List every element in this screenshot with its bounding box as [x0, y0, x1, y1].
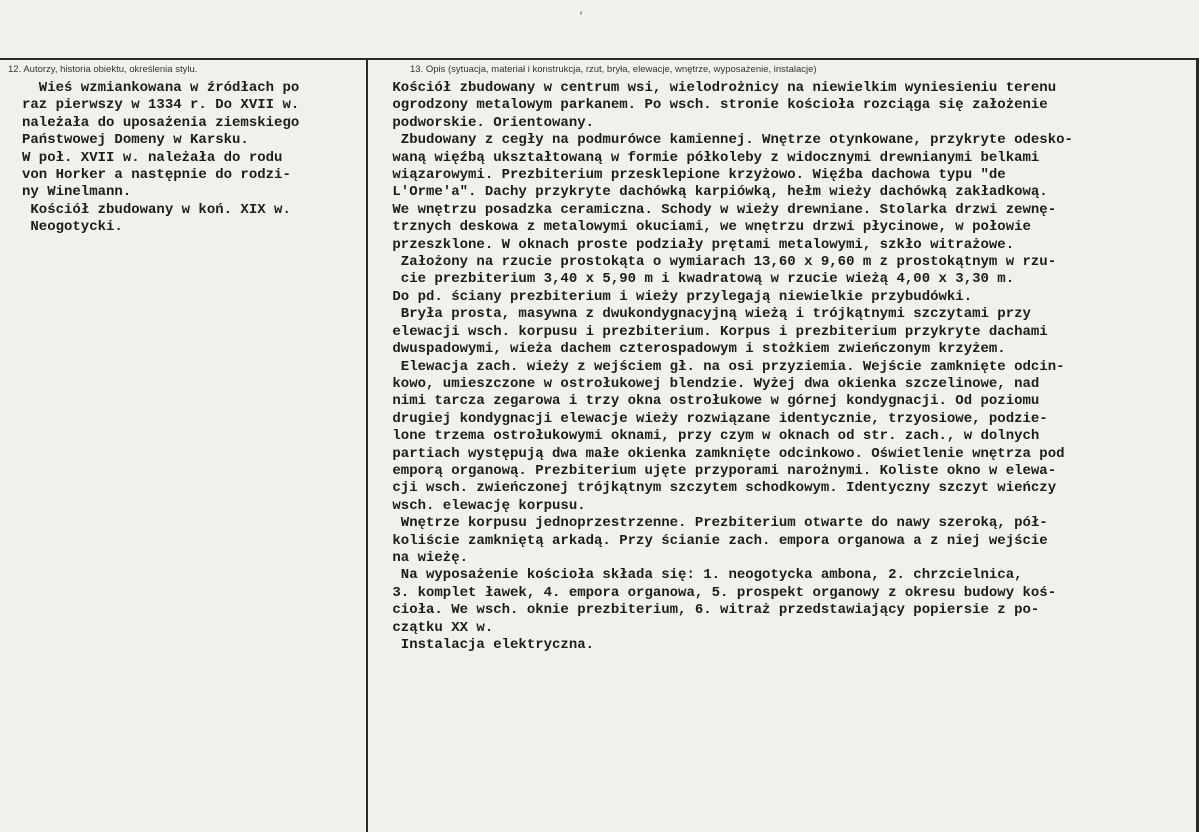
text-line: Elewacja zach. wieży z wejściem gł. na osi przyziemia. Wejście zamknięte odcin- [384, 358, 1065, 375]
text-line: waną więźbą ukształtowaną w formie półkoleby z widocznymi drewnianymi belkami [384, 149, 1040, 166]
text-line: cie prezbiterium 3,40 x 5,90 m i kwadratową w rzucie wieżą 4,00 x 3,30 m. [384, 271, 1015, 288]
text-line: Wnętrze korpusu jednoprzestrzenne. Prezbiterium otwarte do nawy szeroką, pół- [384, 515, 1048, 532]
text-line: cji wsch. zwieńczonej trójkątnym szczytem schodkowym. Identyczny szczyt wieńczy [384, 480, 1057, 497]
text-line: Zbudowany z cegły na podmurówce kamiennej. Wnętrze otynkowane, przykryte odesko- [384, 132, 1073, 149]
text-line: partiach występują dwa małe okienka zamknięte odcinkowo. Oświetlenie wnętrza pod [384, 445, 1065, 462]
text-line: von Horker a następnie do rodzi- [22, 167, 291, 184]
text-line: koliście zamkniętą arkadą. Przy ścianie zach. empora organowa a z niej wejście [384, 532, 1048, 549]
section-13-heading: 13. Opis (sytuacja, materiał i konstrukcja, rzut, bryła, elewacje, wnętrze, wyposażenie, instalacje) [410, 64, 817, 75]
text-line: Neogotycki. [22, 219, 123, 236]
text-line: cioła. We wsch. oknie prezbiterium, 6. witraż przedstawiający popiersie z po- [384, 602, 1040, 619]
text-line: trznych deskowa z metalowymi okuciami, we wnętrzu drzwi płycinowe, w połowie [384, 219, 1031, 236]
text-line: na wieżę. [384, 549, 469, 566]
text-line: należała do uposażenia ziemskiego [22, 114, 300, 131]
section-12-heading: 12. Autorzy, historia obiektu, określenia stylu. [8, 64, 198, 75]
top-mark: ' [578, 12, 585, 23]
text-line: drugiej kondygnacji elewacje wieży rozwiązane identycznie, trzyosiowe, podzie- [384, 410, 1048, 427]
text-line: L'Orme'a". Dachy przykryte dachówką karpiówką, hełm wieży dachówką zakładkową. [384, 184, 1048, 201]
text-line: Założony na rzucie prostokąta o wymiarach 13,60 x 9,60 m z prostokątnym w rzu- [384, 254, 1057, 271]
text-line: wsch. elewację korpusu. [384, 497, 586, 514]
text-line: Bryła prosta, masywna z dwukondygnacyjną wieżą i trójkątnymi szczytami przy [384, 306, 1031, 323]
text-line: 3. komplet ławek, 4. empora organowa, 5. prospekt organowy z okresu budowy koś- [384, 584, 1057, 601]
text-line: lone trzema ostrołukowymi oknami, przy czym w oknach od str. zach., w dolnych [384, 428, 1040, 445]
text-line: nimi tarcza zegarowa i trzy okna ostrołukowe w górnej kondygnacji. Od poziomu [384, 393, 1040, 410]
text-line: Państwowej Domeny w Karsku. [22, 132, 249, 149]
text-line: dwuspadowymi, wieża dachem czterospadowym i stożkiem zwieńczonym krzyżem. [384, 341, 1006, 358]
text-line: Do pd. ściany prezbiterium i wieży przylegają niewielkie przybudówki. [384, 288, 973, 305]
text-line: Na wyposażenie kościoła składa się: 1. neogotycka ambona, 2. chrzcielnica, [384, 567, 1023, 584]
text-line: kowo, umieszczone w ostrołukowej blendzie. Wyżej dwa okienka szczelinowe, nad [384, 375, 1040, 392]
text-line: We wnętrzu posadzka ceramiczna. Schody w wieży drewniane. Stolarka drzwi zewnę- [384, 201, 1057, 218]
text-line: ogrodzony metalowym parkanem. Po wsch. stronie kościoła rozciąga się założenie [384, 97, 1048, 114]
text-line: Instalacja elektryczna. [384, 637, 595, 653]
description-text [384, 80, 1196, 654]
text-line: emporą organową. Prezbiterium ujęte przyporami narożnymi. Koliste okno w elewa- [384, 462, 1057, 479]
text-line: wiązarowymi. Prezbiterium przesklepione krzyżowo. Więźba dachowa typu "de [384, 167, 1006, 184]
text-line: W poł. XVII w. należała do rodu [22, 149, 283, 166]
text-line: przeszklone. W oknach proste podziały prętami metalowymi, szkło witrażowe. [384, 236, 1015, 253]
text-line: raz pierwszy w 1334 r. Do XVII w. [22, 97, 300, 114]
text-line: ny Winelmann. [22, 184, 132, 201]
top-rule [0, 58, 1199, 60]
column-divider [366, 58, 368, 832]
text-line: czątku XX w. [384, 619, 494, 636]
text-line: Kościół zbudowany w centrum wsi, wielodrożnicy na niewielkim wyniesieniu terenu [384, 80, 1057, 96]
text-line: podworskie. Orientowany. [384, 114, 595, 131]
text-line: Kościół zbudowany w koń. XIX w. [22, 201, 291, 218]
text-line: elewacji wsch. korpusu i prezbiterium. Korpus i prezbiterium przykryte dachami [384, 323, 1048, 340]
history-text [22, 80, 357, 237]
text-line: Wieś wzmiankowana w źródłach po [22, 80, 300, 96]
